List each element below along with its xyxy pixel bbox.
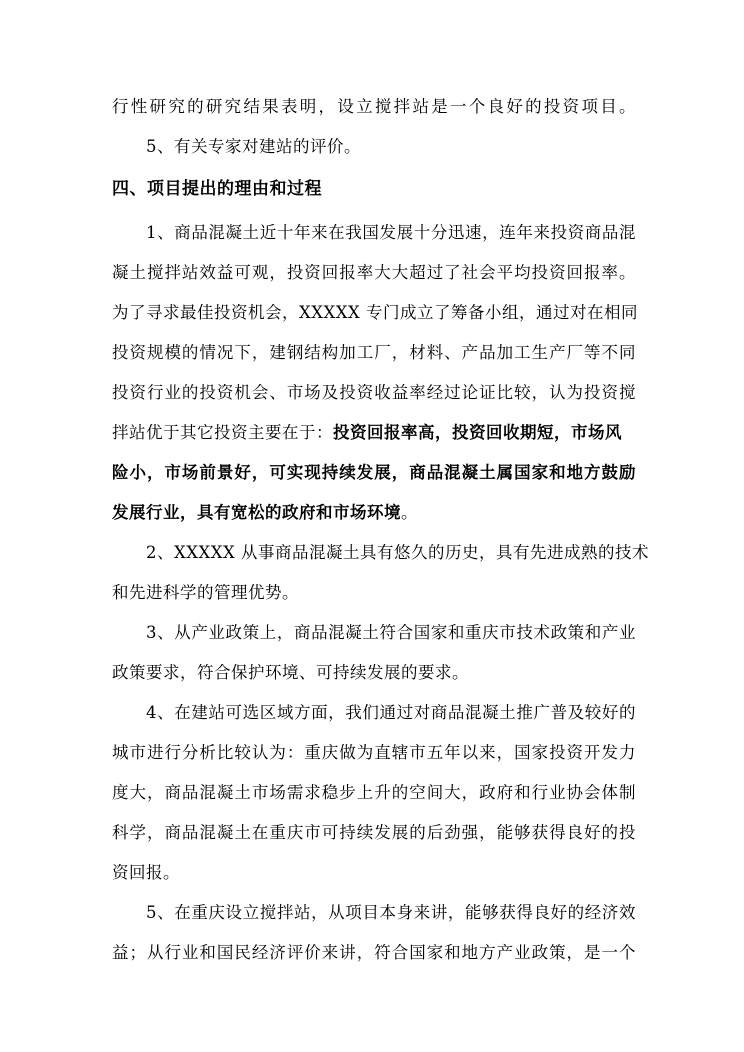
paragraph-line: 度大，商品混凝土市场需求稳步上升的空间大，政府和行业协会体制	[112, 783, 636, 802]
paragraph-line: 投资规模的情况下，建钢结构加工厂，材料、产品加工生产厂等不同	[112, 343, 636, 362]
paragraph-line: 凝土搅拌站效益可观，投资回报率大大超过了社会平均投资回报率。	[112, 263, 636, 282]
paragraph-line: 政策要求，符合保护环境、可持续发展的要求。	[112, 663, 469, 682]
paragraph-line: 和先进科学的管理优势。	[112, 583, 299, 602]
paragraph-line: 益；从行业和国民经济评价来讲，符合国家和地方产业政策，是一个	[112, 943, 636, 962]
paragraph-line: 资回报。	[112, 863, 180, 882]
paragraph-line: 投资行业的投资机会、市场及投资收益率经过论证比较，认为投资搅	[112, 383, 636, 402]
paragraph-line	[112, 502, 636, 524]
paragraph-line: 4、在建站可选区域方面，我们通过对商品混凝土推广普及较好的	[146, 703, 636, 722]
paragraph-line: 科学，商品混凝土在重庆市可持续发展的后劲强，能够获得良好的投	[112, 823, 636, 842]
section-heading: 四、项目提出的理由和过程	[112, 179, 322, 199]
plain-text: 。	[401, 503, 418, 522]
paragraph-line: 5、在重庆设立搅拌站，从项目本身来讲，能够获得良好的经济效	[146, 903, 636, 922]
paragraph-line: 为了寻求最佳投资机会，XXXXX 专门成立了筹备小组，通过对在相同	[112, 303, 638, 322]
emphasized-text: 投资回报率高，投资回收期短，市场风	[333, 423, 622, 442]
paragraph-line: 城市进行分析比较认为：重庆做为直辖市五年以来，国家投资开发力	[112, 743, 636, 762]
paragraph-line: 行性研究的研究结果表明，设立搅拌站是一个良好的投资项目。	[112, 97, 636, 116]
paragraph-line: 5、有关专家对建站的评价。	[146, 137, 361, 156]
paragraph-line: 2、XXXXX 从事商品混凝土具有悠久的历史，具有先进成熟的技术	[146, 543, 649, 562]
emphasized-line: 险小，市场前景好，可实现持续发展，商品混凝土属国家和地方鼓励	[112, 463, 636, 482]
paragraph-line: 1、商品混凝土近十年来在我国发展十分迅速，连年来投资商品混	[146, 223, 636, 242]
paragraph-line: 3、从产业政策上，商品混凝土符合国家和重庆市技术政策和产业	[146, 623, 636, 642]
paragraph-line	[112, 422, 636, 444]
plain-text: 拌站优于其它投资主要在于：	[112, 423, 333, 442]
emphasized-text: 发展行业，具有宽松的政府和市场环境	[112, 503, 401, 522]
